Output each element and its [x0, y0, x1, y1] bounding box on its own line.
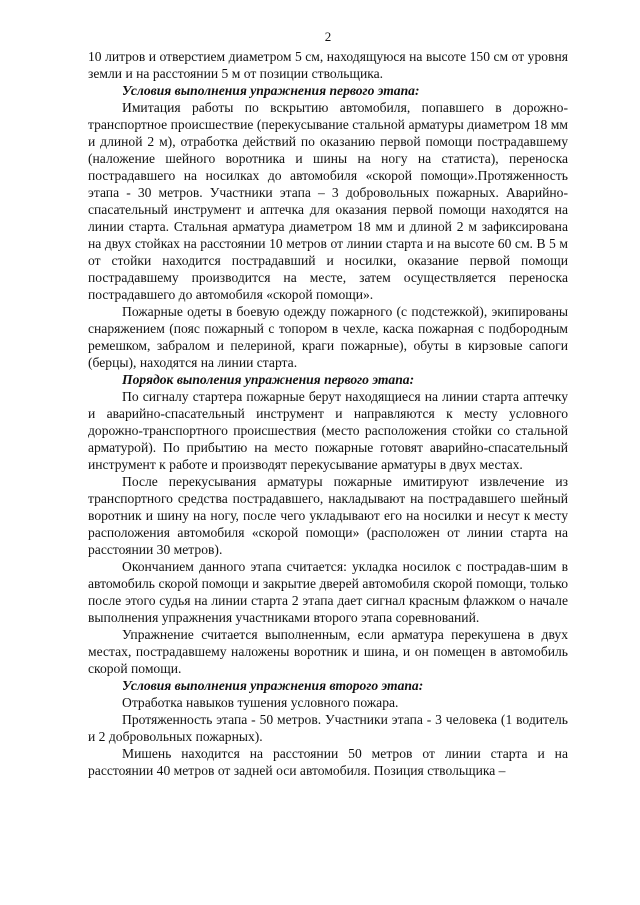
paragraph-stage1-description: Имитация работы по вскрытию автомобиля, попавшего в дорожно-транспортное происшествие (перекусывание стальной арматуры диаметром 18 мм и длиной 2 м), отработка действий по оказанию первой помощи пострадавшему (наложение шейного воротника и шины на ногу на статиста), переноска пострадавшего на носилках до автомобиля «скорой помощи».Протяженность этапа - 30 метров. Участники этапа – 3 добровольных пожарных. Аварийно-спасательный инструмент и аптечка для оказания первой помощи находятся на линии старта. Стальная арматура диаметром 18 мм и длиной 2 м зафиксирована на двух стойках на расстоянии 10 метров от линии старта и на высоте 60 см. В 5 м от стойки находится пострадавший и носилки, оказание первой помощи пострадавшему производится на месте, затем осуществляется переноска пострадавшего до автомобиля «скорой помощи».: [88, 100, 568, 302]
section-heading-stage1-procedure: Порядок выполения упражнения первого этапа:: [122, 372, 415, 387]
paragraph-stage1-completion: Окончанием данного этапа считается: укладка носилок с пострадав-шим в автомобиль скорой помощи и закрытие дверей автомобиля скорой помощи, только после этого судья на линии старта 2 этапа дает сигнал красным флажком о начале выполнения упражнения участниками второго этапа соревнований.: [88, 559, 568, 625]
paragraph-target-position: Мишень находится на расстоянии 50 метров от линии старта и на расстоянии 40 метров от задней оси автомобиля. Позиция ствольщика –: [88, 746, 568, 778]
section-heading-stage2-conditions: Условия выполнения упражнения второго этапа:: [122, 678, 424, 693]
page-number: 2: [324, 29, 332, 44]
paragraph-victim-extraction: После перекусывания арматуры пожарные имитируют извлечение из транспортного средства пострадавшего, накладывают на пострадавшего шейный воротник и шину на ногу, после чего укладывают его на носилки и несут к месту расположения автомобиля «скорой помощи» (расположен от линии старта на расстоянии 30 метров).: [88, 474, 568, 557]
paragraph-firefighter-equipment: Пожарные одеты в боевую одежду пожарного (с подстежкой), экипированы снаряжением (пояс пожарный с топором в чехле, каска пожарная с подбородным ремешком, забралом и пелериной, краги пожарные), обуты в кирзовые сапоги (берцы), находятся на линии старта.: [88, 304, 568, 370]
paragraph-continuation: 10 литров и отверстием диаметром 5 см, находящуюся на высоте 150 см от уровня земли и на расстоянии 5 м от позиции ствольщика.: [88, 49, 568, 81]
paragraph-stage2-length: Протяженность этапа - 50 метров. Участники этапа - 3 человека (1 водитель и 2 добровольных пожарных).: [88, 712, 568, 744]
document-page: [88, 28, 568, 779]
paragraph-starter-signal: По сигналу стартера пожарные берут находящиеся на линии старта аптечку и аварийно-спасательный инструмент и направляются к месту условного дорожно-транспортного происшествия (место расположения стойки со стальной арматурой). По прибытию на место пожарные готовят аварийно-спасательный инструмент к работе и производят перекусывание арматуры в двух местах.: [88, 389, 568, 472]
paragraph-exercise-completed: Упражнение считается выполненным, если арматура перекушена в двух местах, пострадавшему наложены воротник и шина, и он помещен в автомобиль скорой помощи.: [88, 627, 568, 676]
section-heading-stage1-conditions: Условия выполнения упражнения первого этапа:: [122, 83, 420, 98]
paragraph-stage2-goal: Отработка навыков тушения условного пожара.: [122, 695, 399, 710]
